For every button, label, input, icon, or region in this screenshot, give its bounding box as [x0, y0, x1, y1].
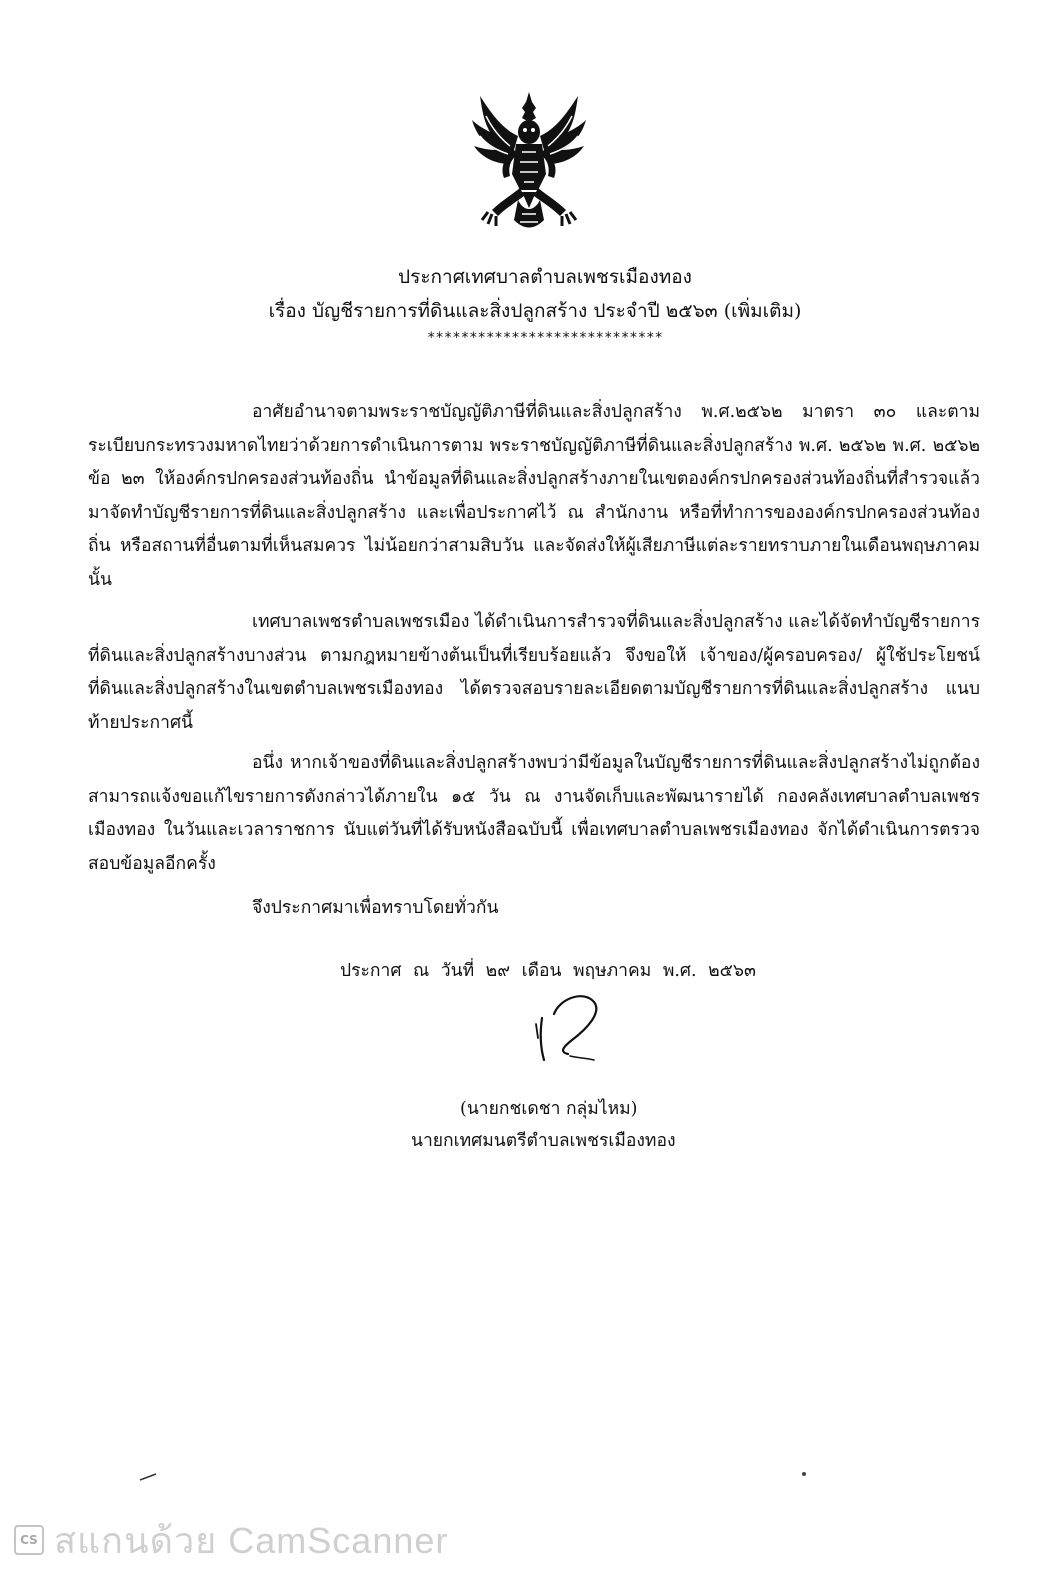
signer-name: (นายกชเดชา กลุ่มไหม) [460, 1099, 638, 1119]
title-separator: **************************** [426, 330, 663, 346]
body-paragraph-2: เทศบาลเพชรตำบลเพชรเมือง ได้ดำเนินการสำรวจที่ดินและสิ่งปลูกสร้าง และได้จัดทำบัญชีรายการที่ดินและสิ่งปลูกสร้างบางส่วน ตามกฎหมายข้างต้นเป็นที่เรียบร้อยแล้ว จึงขอให้ เจ้าของ/ผู้ครอบครอง/ ผู้ใช้ประโยชน์ ที่ดินและสิ่งปลูกสร้างในเขตตำบลเพชรเมืองทอง ได้ตรวจสอบรายละเอียดตามบัญชีรายการที่ดินและสิ่งปลูกสร้าง แนบท้ายประกาศนี้ [88, 612, 980, 733]
document-subject: เรื่อง บัญชีรายการที่ดินและสิ่งปลูกสร้าง ประจำปี ๒๕๖๓ (เพิ่มเติม) [268, 300, 802, 322]
closing-line: จึงประกาศมาเพื่อทราบโดยทั่วกัน [252, 898, 499, 918]
camscanner-logo-icon: CS [14, 1525, 44, 1555]
document-title: ประกาศเทศบาลตำบลเพชรเมืองทอง [398, 266, 692, 288]
body-paragraph-3: อนึ่ง หากเจ้าของที่ดินและสิ่งปลูกสร้างพบว่ามีข้อมูลในบัญชีรายการที่ดินและสิ่งปลูกสร้างไม่ถูกต้อง สามารถแจ้งขอแก้ไขรายการดังกล่าวได้ภายใน ๑๕ วัน ณ งานจัดเก็บและพัฒนารายได้ กองคลังเทศบาลตำบลเพชรเมืองทอง ในวันและเวลาราชการ นับแต่วันที่ได้รับหนังสือฉบับนี้ เพื่อเทศบาลตำบลเพชรเมืองทอง จักได้ดำเนินการตรวจสอบข้อมูลอีกครั้ง [88, 753, 980, 874]
handwritten-signature [532, 988, 612, 1066]
garuda-emblem-icon [470, 88, 588, 236]
scan-speck [800, 1470, 808, 1478]
announcement-date: ประกาศ ณ วันที่ ๒๙ เดือน พฤษภาคม พ.ศ. ๒๕๖๓ [340, 961, 757, 981]
scan-speck [138, 1472, 158, 1482]
body-paragraph-1: อาศัยอำนาจตามพระราชบัญญัติภาษีที่ดินและสิ่งปลูกสร้าง พ.ศ.๒๕๖๒ มาตรา ๓๐ และตามระเบียบกระทรวงมหาดไทยว่าด้วยการดำเนินการตาม พระราชบัญญัติภาษีที่ดินและสิ่งปลูกสร้าง พ.ศ. ๒๕๖๒ พ.ศ. ๒๕๖๒ ข้อ ๒๓ ให้องค์กรปกครองส่วนท้องถิ่น นำข้อมูลที่ดินและสิ่งปลูกสร้างภายในเขตองค์กรปกครองส่วนท้องถิ่นที่สำรวจแล้ว มาจัดทำบัญชีรายการที่ดินและสิ่งปลูกสร้าง และเพื่อประกาศไว้ ณ สำนักงาน หรือที่ทำการขององค์กรปกครองส่วนท้องถิ่น หรือสถานที่อื่นตามที่เห็นสมควร ไม่น้อยกว่าสามสิบวัน และจัดส่งให้ผู้เสียภาษีแต่ละรายทราบภายในเดือนพฤษภาคม นั้น [88, 402, 980, 590]
camscanner-watermark-text: สแกนด้วย CamScanner [54, 1519, 449, 1561]
camscanner-watermark [14, 1520, 448, 1560]
signer-title: นายกเทศมนตรีตำบลเพชรเมืองทอง [411, 1131, 676, 1151]
